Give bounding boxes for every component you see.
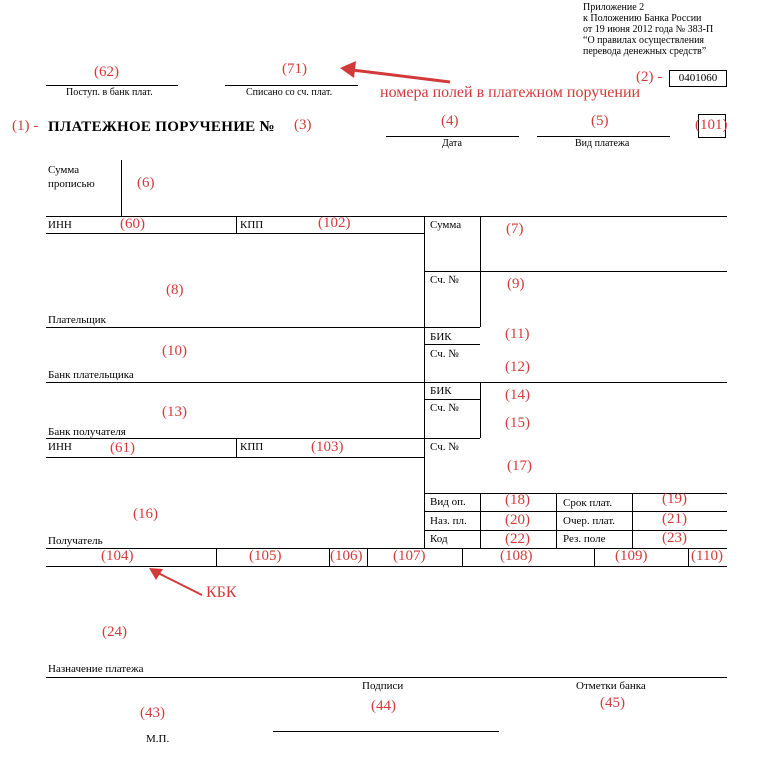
bik-label-2: БИК xyxy=(430,385,452,397)
account-label-1: Сч. № xyxy=(430,274,459,286)
grid-vline-right-bik2 xyxy=(480,382,481,438)
kpp-label-recipient: КПП xyxy=(240,441,264,453)
field-number-13: (13) xyxy=(162,404,187,420)
field-number-62: (62) xyxy=(94,64,119,80)
budget-div-5 xyxy=(594,548,595,566)
code-label: Код xyxy=(430,533,448,545)
field-number-3: (3) xyxy=(294,117,312,133)
recipient-label: Получатель xyxy=(48,535,103,547)
account-label-4: Сч. № xyxy=(430,441,459,453)
pay-term-label: Срок плат. xyxy=(563,497,613,509)
grid-line-inn1 xyxy=(46,233,424,234)
grid-vline-inn-kpp2 xyxy=(236,438,237,457)
field-number-109: (109) xyxy=(615,548,648,564)
field-number-11: (11) xyxy=(505,326,530,342)
grid-vline-op-right xyxy=(632,493,633,549)
payer-label: Плательщик xyxy=(48,314,106,326)
field-number-12: (12) xyxy=(505,359,530,375)
sum-words-divider xyxy=(121,160,122,216)
recipient-bank-label: Банк получателя xyxy=(48,426,126,438)
budget-div-3 xyxy=(367,548,368,566)
sum-words-label: Сумма прописью xyxy=(48,164,95,190)
field-number-45: (45) xyxy=(600,695,625,711)
form-code-box: 0401060 xyxy=(669,70,727,87)
grid-vline-inn-kpp1 xyxy=(236,216,237,233)
sum-label: Сумма xyxy=(430,219,462,231)
field-number-22: (22) xyxy=(505,531,530,547)
account-label-2: Сч. № xyxy=(430,348,459,360)
appendix-line-4: “О правилах осуществления xyxy=(583,35,705,46)
pay-purpose-code-label: Наз. пл. xyxy=(430,515,467,527)
op-type-label: Вид оп. xyxy=(430,496,466,508)
field-number-102: (102) xyxy=(318,215,351,231)
field-number-19: (19) xyxy=(662,491,687,507)
field-number-18: (18) xyxy=(505,492,530,508)
appendix-line-2: к Положению Банка России xyxy=(583,13,702,24)
form-title: ПЛАТЕЖНОЕ ПОРУЧЕНИЕ № xyxy=(48,119,275,135)
field-numbers-annotation: номера полей в платежном поручении xyxy=(380,84,641,101)
inn-label-payer: ИНН xyxy=(48,219,72,231)
field-number-108: (108) xyxy=(500,548,533,564)
signatures-label: Подписи xyxy=(362,680,404,692)
grid-line-top xyxy=(46,216,727,217)
field-number-20: (20) xyxy=(505,512,530,528)
kbk-annotation: КБК xyxy=(206,584,237,601)
field-number-60: (60) xyxy=(120,216,145,232)
field-number-4: (4) xyxy=(441,113,459,129)
field-number-15: (15) xyxy=(505,415,530,431)
grid-line-inn2 xyxy=(46,457,424,458)
field-number-44: (44) xyxy=(371,698,396,714)
payment-type-line xyxy=(537,136,670,137)
field-number-16: (16) xyxy=(133,506,158,522)
field-number-101: (101) xyxy=(695,117,728,133)
field-number-17: (17) xyxy=(507,458,532,474)
budget-div-6 xyxy=(688,548,689,566)
field-number-7: (7) xyxy=(506,221,524,237)
field-number-9: (9) xyxy=(507,276,525,292)
received-line xyxy=(46,85,178,86)
appendix-line-5: перевода денежных средств” xyxy=(583,46,707,57)
field-number-110: (110) xyxy=(691,548,723,564)
field-number-106: (106) xyxy=(330,548,363,564)
bik-label-1: БИК xyxy=(430,331,452,343)
grid-line-payer-bank xyxy=(46,382,727,383)
received-label: Поступ. в банк плат. xyxy=(66,87,153,98)
grid-vline-op-mid xyxy=(556,493,557,549)
grid-line-recipient-bank xyxy=(46,438,480,439)
field-number-104: (104) xyxy=(101,548,134,564)
field-number-105: (105) xyxy=(249,548,282,564)
stamp-label: М.П. xyxy=(146,733,170,745)
purpose-label: Назначение платежа xyxy=(48,663,144,675)
field-number-10: (10) xyxy=(162,343,187,359)
kpp-label-payer: КПП xyxy=(240,219,264,231)
field-number-21: (21) xyxy=(662,511,687,527)
grid-line-account1 xyxy=(424,271,727,272)
field-number-2: (2) - xyxy=(636,69,663,85)
account-label-3: Сч. № xyxy=(430,402,459,414)
field-number-23: (23) xyxy=(662,530,687,546)
field-number-61: (61) xyxy=(110,440,135,456)
reserve-label: Рез. поле xyxy=(563,533,606,545)
debited-label: Списано со сч. плат. xyxy=(246,87,333,98)
field-number-1: (1) - xyxy=(12,118,39,134)
field-number-8: (8) xyxy=(166,282,184,298)
field-number-103: (103) xyxy=(311,439,344,455)
budget-div-1 xyxy=(216,548,217,566)
grid-line-bik1 xyxy=(424,344,480,345)
bank-marks-label: Отметки банка xyxy=(576,680,646,692)
payment-type-label: Вид платежа xyxy=(575,138,630,149)
inn-label-recipient: ИНН xyxy=(48,441,72,453)
grid-line-payer xyxy=(46,327,480,328)
field-number-71: (71) xyxy=(282,61,307,77)
field-number-24: (24) xyxy=(102,624,127,640)
field-number-107: (107) xyxy=(393,548,426,564)
grid-vline-right-2 xyxy=(480,493,481,549)
field-number-6: (6) xyxy=(137,175,155,191)
date-label: Дата xyxy=(442,138,462,149)
signature-line xyxy=(273,731,499,732)
grid-line-bik2 xyxy=(424,399,480,400)
payer-bank-label: Банк плательщика xyxy=(48,369,134,381)
appendix-note xyxy=(583,2,713,57)
date-line xyxy=(386,136,519,137)
field-number-14: (14) xyxy=(505,387,530,403)
pay-order-label: Очер. плат. xyxy=(563,515,616,527)
field-number-5: (5) xyxy=(591,113,609,129)
appendix-line-1: Приложение 2 xyxy=(583,2,645,13)
appendix-line-3: от 19 июня 2012 года № 383-П xyxy=(583,24,714,35)
purpose-line xyxy=(46,677,727,678)
budget-div-4 xyxy=(462,548,463,566)
field-number-43: (43) xyxy=(140,705,165,721)
kbk-arrow-icon xyxy=(146,565,206,599)
